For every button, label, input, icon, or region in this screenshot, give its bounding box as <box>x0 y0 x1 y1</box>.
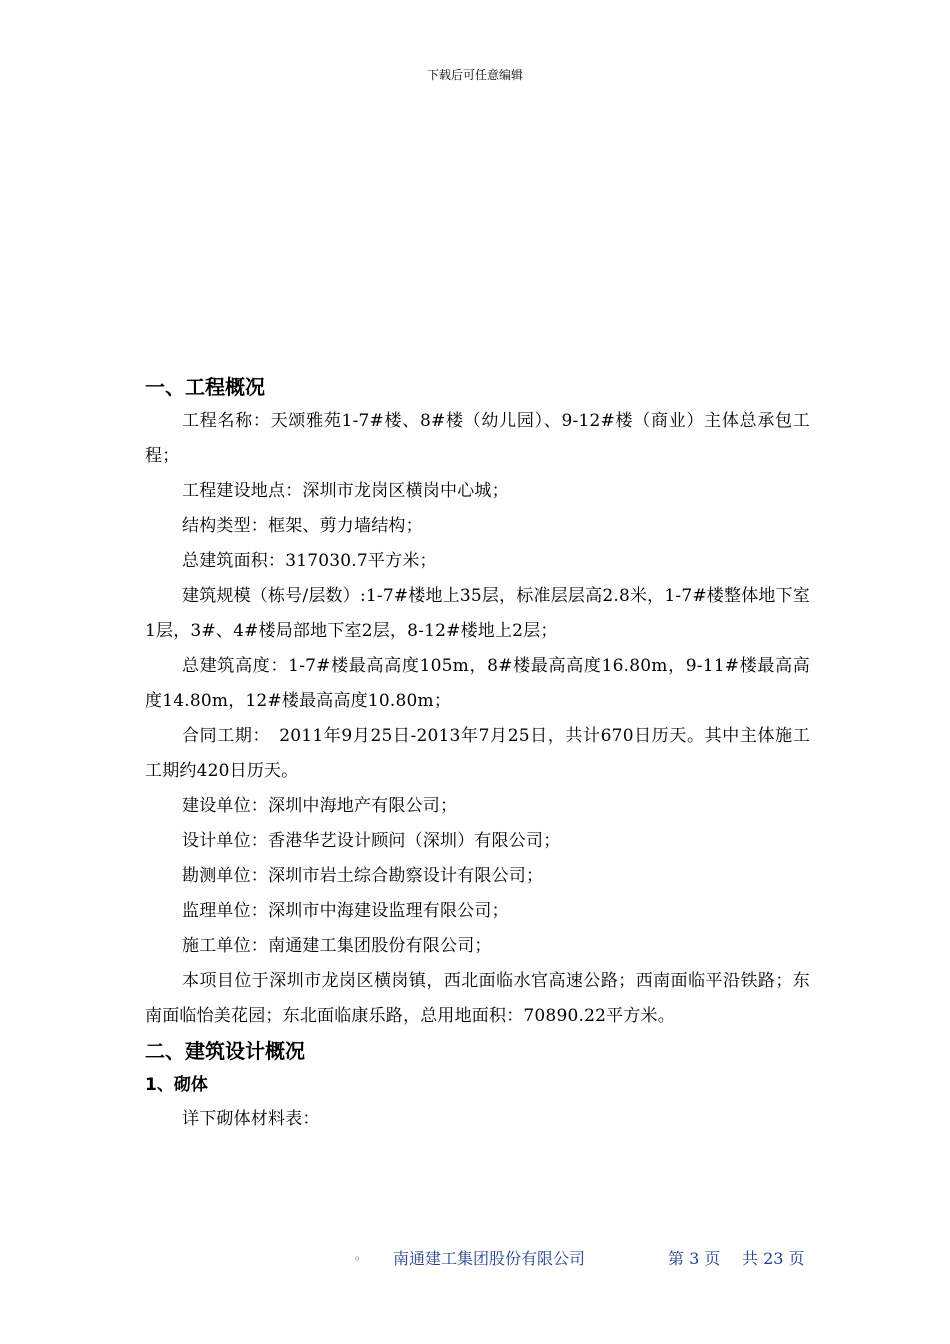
page-footer <box>0 1246 950 1268</box>
paragraph-total-area: 总建筑面积：317030.7平方米； <box>182 551 437 571</box>
section-title-architecture: 二、建筑设计概况 <box>145 1039 305 1063</box>
paragraph-surveyor: 勘测单位：深圳市岩土综合勘察设计有限公司； <box>182 866 544 886</box>
paragraph-supervisor: 监理单位：深圳市中海建设监理有限公司； <box>182 901 509 921</box>
paragraph-project-name: 工程名称：天颂雅苑1-7#楼、8#楼（幼儿园）、9-12#楼（商业）主体总承包工程； <box>145 411 810 466</box>
footer-page-total: 共 23 页 <box>742 1249 805 1268</box>
paragraph-location: 工程建设地点：深圳市龙岗区横岗中心城； <box>182 481 509 501</box>
footer-company: 南通建工集团股份有限公司 <box>393 1249 586 1268</box>
document-body <box>145 370 810 1137</box>
paragraph-building-height: 总建筑高度：1-7#楼最高高度105m，8#楼最高高度16.80m，9-11#楼最高高度14.80m，12#楼最高高度10.80m； <box>145 656 810 711</box>
subsection-title-masonry: 1、砌体 <box>145 1075 208 1095</box>
paragraph-structure-type: 结构类型：框架、剪力墙结构； <box>182 516 423 536</box>
paragraph-developer: 建设单位：深圳中海地产有限公司； <box>182 796 458 816</box>
header-note: 下载后可任意编辑 <box>426 68 523 82</box>
paragraph-site-description: 本项目位于深圳市龙岗区横岗镇，西北面临水官高速公路；西南面临平沿铁路；东南面临怡美花园；东北面临康乐路，总用地面积：70890.22平方米。 <box>145 971 810 1026</box>
section-title-overview: 一、工程概况 <box>145 375 265 399</box>
paragraph-contractor: 施工单位：南通建工集团股份有限公司； <box>182 936 492 956</box>
paragraph-contract-period: 合同工期： 2011年9月25日-2013年7月25日，共计670日历天。其中主体施工工期约420日历天。 <box>145 726 810 781</box>
paragraph-masonry-table-ref: 详下砌体材料表： <box>182 1109 320 1129</box>
footer-dot: 。 <box>355 1248 368 1262</box>
paragraph-designer: 设计单位：香港华艺设计顾问（深圳）有限公司； <box>182 831 561 851</box>
paragraph-building-scale: 建筑规模（栋号/层数）:1-7#楼地上35层，标准层层高2.8米，1-7#楼整体地下室1层，3#、4#楼局部地下室2层，8-12#楼地上2层； <box>145 586 810 641</box>
footer-page-number: 第 3 页 <box>668 1249 721 1268</box>
